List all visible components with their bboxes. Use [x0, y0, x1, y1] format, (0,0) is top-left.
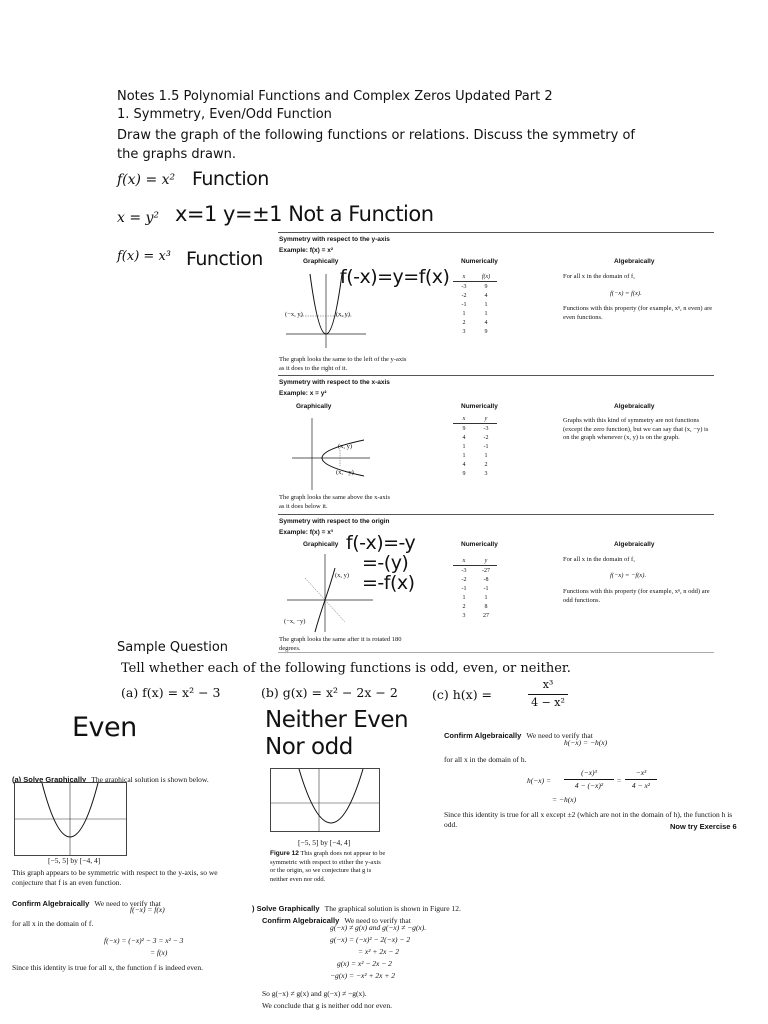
eq-b3: = x² + 2x − 2: [358, 947, 399, 956]
point-label: (−x, y): [285, 311, 303, 318]
numeric-table: x y -3 -27 -2 -8 -1 -1 1 1 2 8 3 27: [453, 556, 497, 620]
conj-a: This graph appears to be symmetric with respect to the y-axis, so we conjecture that f is an even function.: [12, 868, 218, 887]
concl-c: Since this identity is true for all x except ±2 (which are not in the domain of h), the function h is odd.: [444, 810, 733, 829]
frac-bar: [625, 779, 657, 780]
confirm-c: Confirm Algebraically We need to verify that: [444, 731, 593, 740]
alg-text: Functions with this property (for example, xⁿ, n odd) are odd functions.: [563, 588, 710, 604]
concl-b1: So g(−x) ≠ g(x) and g(−x) ≠ −g(x).: [262, 989, 367, 998]
eq-c1: h(−x) = −h(x): [564, 738, 608, 747]
confirm-b: Confirm Algebraically We need to verify that: [262, 916, 411, 925]
panel-1-example: Example: f(x) = x²: [279, 247, 334, 254]
handwritten-origin-1: f(-x)=-y: [346, 532, 416, 554]
frac-den: 4 − (−x)²: [574, 781, 604, 790]
eq-c3: = −h(x): [552, 795, 577, 804]
panel-3-alg-label: Algebraically: [614, 541, 655, 548]
forall-c: for all x in the domain of h.: [444, 755, 527, 764]
alg-eq: f(−x) = −f(x).: [610, 572, 647, 579]
window-b: [−5, 5] by [−4, 4]: [298, 838, 351, 847]
frac-num: (−x)³: [581, 768, 597, 777]
alg-eq: f(−x) = f(x).: [610, 290, 642, 297]
point-label: (x, y): [335, 572, 350, 579]
handwritten-note-1: Function: [192, 168, 269, 190]
eq-b5: −g(x) = −x² + 2x + 2: [330, 971, 396, 980]
alg-text: Functions with this property (for example, xⁿ, n even) are even functions.: [563, 305, 713, 321]
panel-1-num-label: Numerically: [461, 258, 498, 265]
part-a-heading: (a) Solve Graphically The graphical solution is shown below.: [12, 775, 209, 784]
section-heading: 1. Symmetry, Even/Odd Function: [117, 107, 332, 122]
sample-c: (c) h(x) =: [432, 687, 493, 702]
page-title: Notes 1.5 Polynomial Functions and Complex Zeros Updated Part 2: [117, 89, 553, 104]
panel-3-caption: The graph looks the same after it is rotated 180 degrees.: [279, 636, 402, 652]
handwritten-y-symmetry: f(-x)=y=f(x): [340, 266, 450, 288]
handwritten-even: Even: [72, 712, 137, 743]
sample-heading: Sample Question: [117, 640, 229, 655]
example-eq-3: f(x) = x³: [117, 249, 171, 264]
panel-1-graph-label: Graphically: [303, 258, 339, 265]
eq-b2: g(−x) = (−x)² − 2(−x) − 2: [330, 935, 411, 944]
eq-a2: f(−x) = (−x)² − 3 = x² − 3: [104, 936, 184, 945]
point-label: (x, y): [336, 311, 351, 318]
panel-3-num-label: Numerically: [461, 541, 498, 548]
panel-2-title: Symmetry with respect to the x-axis: [279, 379, 390, 386]
example-eq-1: f(x) = x²: [117, 172, 176, 188]
panel-3-example: Example: f(x) = x³: [279, 529, 334, 536]
eq-c-lhs: h(−x) =: [527, 776, 552, 785]
sample-a: (a) f(x) = x² − 3: [121, 685, 221, 700]
panel-3-graph-label: Graphically: [303, 541, 339, 548]
panel-2-alg-label: Algebraically: [614, 403, 655, 410]
eq-b1: g(−x) ≠ g(x) and g(−x) ≠ −g(x).: [330, 923, 427, 932]
panel-3-title: Symmetry with respect to the origin: [279, 518, 390, 525]
point-label: (x, −y): [336, 469, 354, 476]
frac-den: 4 − x²: [631, 781, 651, 790]
panel-1-alg-label: Algebraically: [614, 258, 655, 265]
panel-2-graph-label: Graphically: [296, 403, 332, 410]
sample-prompt: Tell whether each of the following functions is odd, even, or neither.: [121, 661, 571, 676]
frac-num: −x³: [635, 768, 647, 777]
point-label: (x, y): [338, 443, 353, 450]
window-a: [−5, 5] by [−4, 4]: [48, 856, 101, 865]
equals: =: [617, 776, 622, 785]
example-eq-2: x = y²: [117, 210, 160, 226]
confirm-a: Confirm Algebraically We need to verify that: [12, 899, 161, 908]
frac-bar: [564, 779, 614, 780]
alg-text: For all x in the domain of f,: [563, 273, 635, 280]
alg-text: Graphs with this kind of symmetry are not functions (except the zero function), but we can say that (x, −y) is on the graph whenever (x, y) is on the graph.: [563, 417, 709, 441]
frac-bar: [528, 694, 568, 695]
eq-b4: g(x) = x² − 2x − 2: [337, 959, 392, 968]
frac-num: x³: [542, 678, 554, 691]
eq-a1: f(−x) = f(x): [130, 905, 165, 914]
handwritten-origin-3: =-f(x): [362, 572, 415, 594]
fig-12-caption: Figure 12 This graph does not appear to be symmetric with respect to either the y-axis or the origin, so we conjecture that g is neither even nor odd.: [270, 850, 386, 883]
handwritten-note-2: x=1 y=±1 Not a Function: [175, 202, 434, 226]
sideways-parabola-graph: [290, 412, 372, 492]
handwritten-note-3: Function: [186, 248, 263, 270]
panel-divider: [278, 375, 714, 376]
forall-a: for all x in the domain of f.: [12, 919, 94, 928]
panel-1-caption: The graph looks the same to the left of the y-axis as it does to the right of it.: [279, 356, 407, 372]
sample-b: (b) g(x) = x² − 2x − 2: [261, 685, 398, 700]
panel-2-example: Example: x = y²: [279, 390, 327, 397]
graph-f: [14, 782, 127, 856]
frac-den: 4 − x²: [531, 696, 565, 709]
point-label: (−x, −y): [284, 618, 306, 625]
instructions: Draw the graph of the following functions or relations. Discuss the symmetry of the graphs drawn.: [117, 128, 635, 162]
panel-divider: [278, 232, 714, 233]
graph-g: [270, 768, 380, 832]
panel-1-title: Symmetry with respect to the y-axis: [279, 236, 390, 243]
handwritten-neither-2: Nor odd: [265, 734, 353, 760]
handwritten-neither-1: Neither Even: [265, 707, 409, 733]
try-exercise: Now try Exercise 6: [670, 822, 737, 831]
panel-2-num-label: Numerically: [461, 403, 498, 410]
handwritten-origin-2: =-(y): [362, 552, 409, 574]
numeric-table: x f(x) -3 9 -2 4 -1 1 1 1 2 4 3 9: [453, 272, 497, 336]
alg-text: For all x in the domain of f,: [563, 556, 635, 563]
eq-a3: = f(x): [150, 948, 168, 957]
solve-b: ) Solve Graphically The graphical solution is shown in Figure 12.: [252, 904, 461, 913]
panel-divider: [278, 514, 714, 515]
numeric-table: x y 9 -3 4 -2 1 -1 1 1 4 2 9 3: [453, 414, 497, 478]
concl-a: Since this identity is true for all x, the function f is indeed even.: [12, 963, 203, 972]
concl-b2: We conclude that g is neither odd nor even.: [262, 1001, 392, 1010]
panel-2-caption: The graph looks the same above the x-axis as it does below it.: [279, 494, 391, 510]
